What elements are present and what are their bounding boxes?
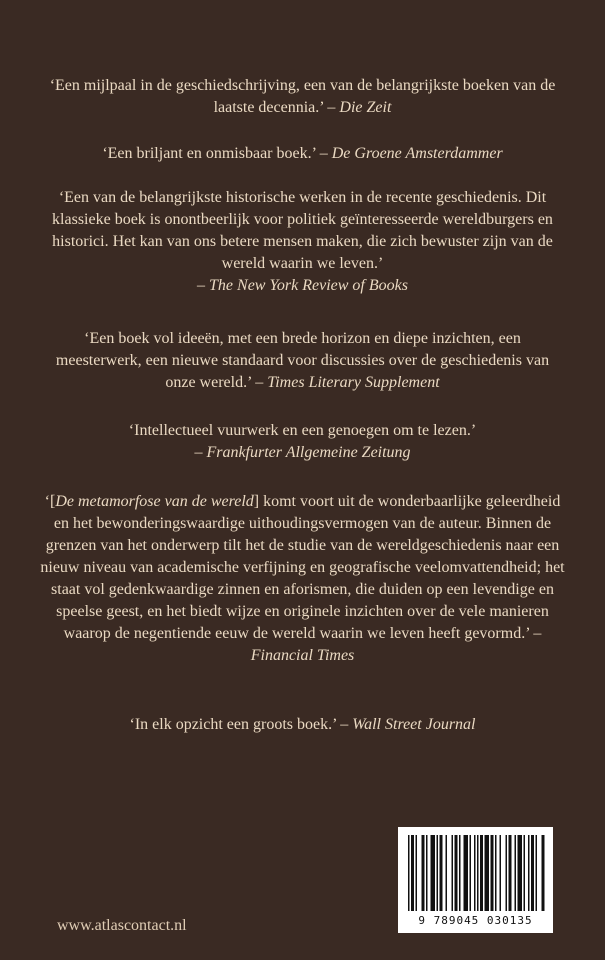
quote-open: ‘[ (44, 493, 56, 510)
quote-text: ‘Intellectueel vuurwerk en een genoegen om te lezen.’ (128, 422, 477, 439)
barcode-bar (491, 835, 494, 911)
review-quote (40, 714, 565, 736)
quote-source: – The New York Review of Books (197, 277, 408, 294)
barcode-bar (495, 835, 497, 911)
quote-text: ‘In elk opzicht een groots boek.’ – (129, 716, 353, 733)
barcode-bar (455, 835, 458, 911)
quote-text: ‘Een van de belangrijkste historische werken in de recente geschiedenis. Dit klassieke boek is onontbeerlijk voor politiek geïnteresseerde wereldburgers en historici. Het kan van ons betere mensen maken, die zich bewuster zijn van de wereld waarin we leven.’ (52, 189, 553, 272)
barcode-bar (411, 835, 414, 911)
barcode-bar (426, 835, 428, 911)
review-quote (40, 491, 565, 667)
barcode-bar (536, 835, 538, 911)
barcode-bar (528, 835, 530, 911)
review-quote (40, 143, 565, 165)
barcode-bar (542, 835, 545, 911)
barcode-bar (431, 835, 436, 911)
barcode-bar (422, 835, 425, 911)
barcode-bar (440, 835, 443, 911)
review-quote (40, 75, 565, 119)
review-quote (40, 187, 565, 297)
barcode-bars (398, 827, 553, 917)
quote-source: – Frankfurter Allgemeine Zeitung (194, 444, 411, 461)
barcode-bar (524, 835, 526, 911)
review-quote (40, 420, 565, 464)
barcode-bar (474, 835, 476, 911)
barcode-bar (500, 835, 502, 911)
barcode-bar (408, 835, 410, 911)
review-quote (40, 328, 565, 394)
barcode-bar (477, 835, 479, 911)
barcode-bar (452, 835, 454, 911)
barcode-bar (506, 835, 508, 911)
publisher-url[interactable]: www.atlascontact.nl (57, 917, 187, 934)
barcode-bar (459, 835, 461, 911)
quote-text: ] komt voort uit de wonderbaarlijke geleerdheid en het bewonderingswaardige uithoudingsvermogen van de auteur. Binnen de grenzen van het onderwerp tilt het de studie van de wereldgeschiedenis naar een nieuw niveau van academische verfijning en geografische veelomvattendheid; het staat vol gedenkwaardige zinnen en aforismen, die duiden op een levendige en speelse geest, en het biedt wijze en originele inzichten over de vele manieren waarop de negentiende eeuw de wereld waarin we leven heeft gevormd.’ – (40, 493, 565, 642)
barcode-bar (515, 835, 517, 911)
quote-source: Wall Street Journal (352, 716, 476, 733)
quote-text: ‘Een boek vol ideeën, met een brede horizon en diepe inzichten, een meesterwerk, een nieuwe standaard voor discussies over de geschiedenis van onze wereld.’ – (55, 330, 550, 391)
barcode-bar (509, 835, 512, 911)
book-title: De metamorfose van de wereld (55, 493, 254, 510)
quote-text: ‘Een mijlpaal in de geschiedschrijving, een van de belangrijkste boeken van de laatste decennia.’ – (49, 77, 556, 116)
barcode-bar (437, 835, 439, 911)
quote-source: Die Zeit (339, 99, 392, 116)
quote-text: ‘Een briljant en onmisbaar boek.’ – (102, 145, 332, 162)
barcode-bar (485, 835, 490, 911)
barcode-bar (416, 835, 418, 911)
barcode-bar (531, 835, 534, 911)
barcode-bar (518, 835, 523, 911)
barcode-bar (464, 835, 469, 911)
barcode-bar (480, 835, 483, 911)
isbn-number: 9 789045 030135 (418, 914, 533, 927)
quote-source: Times Literary Supplement (267, 374, 440, 391)
isbn-barcode (398, 827, 553, 933)
quote-source: De Groene Amsterdammer (331, 145, 503, 162)
barcode-bar (446, 835, 448, 911)
barcode-bar (470, 835, 472, 911)
quote-source: Financial Times (250, 647, 355, 664)
